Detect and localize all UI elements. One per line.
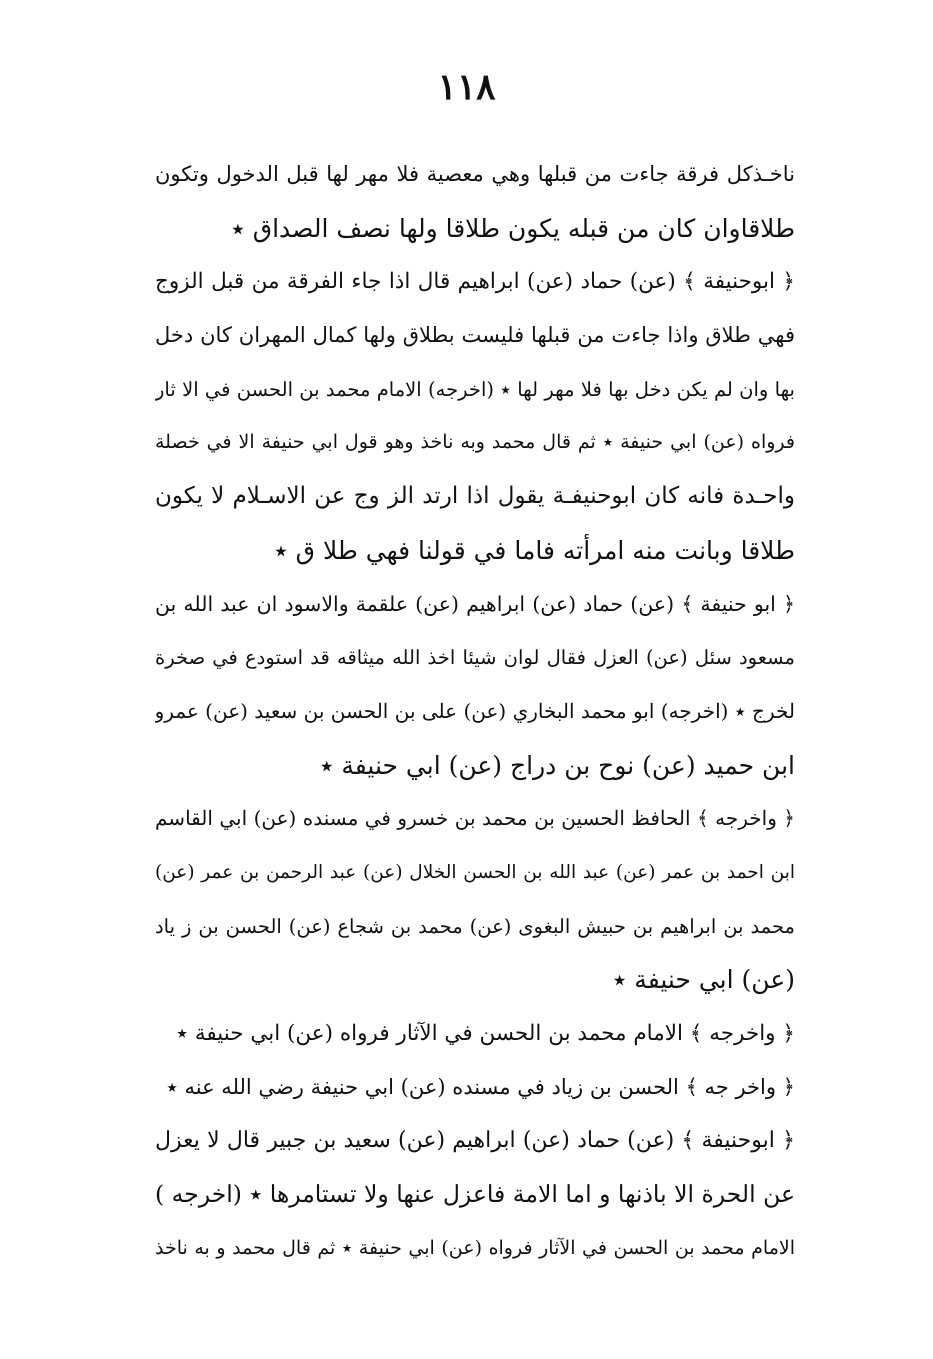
text-line: طلاقا وبانت منه امرأته فاما في قولنا فهي طلا ق ٭ <box>274 535 795 565</box>
text-line: عن الحرة الا باذنها و اما الامة فاعزل عنها ولا تستامرها ٭ (اخرجه ) <box>155 1180 795 1209</box>
text-line: الامام محمد بن الحسن في الآثار فرواه (عن) ابي حنيفة ٭ ثم قال محمد و به ناخذ <box>155 1236 795 1259</box>
text-line: ﴿ ابوحنيفة ﴾ (عن) حماد (عن) ابراهيم (عن) سعيد بن جبير قال لا يعزل <box>155 1128 795 1154</box>
text-line: فهي طلاق واذا جاءت من قبلها فليست بطلاق ولها كمال المهران كان دخل <box>155 323 795 348</box>
text-line: ﴿ واخرجه ﴾ الامام محمد بن الحسن في الآثار فرواه (عن) ابي حنيفة ٭ <box>176 1021 795 1046</box>
text-line: بها وان لم يكن دخل بها فلا مهر لها ٭ (اخرجه) الامام محمد بن الحسن في الا ثار <box>155 377 795 401</box>
text-line: لخرج ٭ (اخرجه) ابو محمد البخاري (عن) على بن الحسن بن سعيد (عن) عمرو <box>155 698 795 723</box>
text-line: مسعود سئل (عن) العزل فقال لوان شيئا اخذ الله ميثاقه قد استودع في صخرة <box>155 646 795 670</box>
page-number: ١١٨ <box>437 66 496 108</box>
text-line: فرواه (عن) ابي حنيفة ٭ ثم قال محمد وبه ناخذ وهو قول ابي حنيفة الا في خصلة <box>155 431 795 454</box>
text-line: ناخـذكل فرقة جاءت من قبلها وهي معصية فلا مهر لها قبل الدخول وتكون <box>155 162 795 186</box>
text-line: ﴿ واخرجه ﴾ الحافظ الحسين بن محمد بن خسرو في مسنده (عن) ابي القاسم <box>155 806 795 831</box>
text-line: (عن) ابي حنيفة ٭ <box>612 965 795 995</box>
text-line: ﴿ ابو حنيفة ﴾ (عن) حماد (عن) ابراهيم (عن) علقمة والاسود ان عبد الله بن <box>155 591 795 616</box>
body-text <box>155 148 795 1275</box>
text-line: محمد بن ابراهيم بن حبيش البغوى (عن) محمد بن شجاع (عن) الحسن بن ز ياد <box>155 914 795 938</box>
text-line: ﴿ ابوحنيفة ﴾ (عن) حماد (عن) ابراهيم قال اذا جاء الفرقة من قبل الزوج <box>155 269 795 295</box>
text-line: ابن احمد بن عمر (عن) عبد الله بن الحسن الخلال (عن) عبد الرحمن بن عمر (عن) <box>155 861 795 883</box>
text-line: طلاقاوان كان من قبله يكون طلاقا ولها نصف الصداق ٭ <box>231 213 795 243</box>
text-line: ﴿ واخر جه ﴾ الحسن بن زياد في مسنده (عن) ابي حنيفة رضي الله عنه ٭ <box>166 1074 795 1099</box>
text-line: واحـدة فانه كان ابوحنيفـة يقول اذا ارتد الز وج عن الاسـلام لا يكون <box>155 483 795 510</box>
text-line: ابن حميد (عن) نوح بن دراج (عن) ابي حنيفة ٭ <box>319 750 795 780</box>
